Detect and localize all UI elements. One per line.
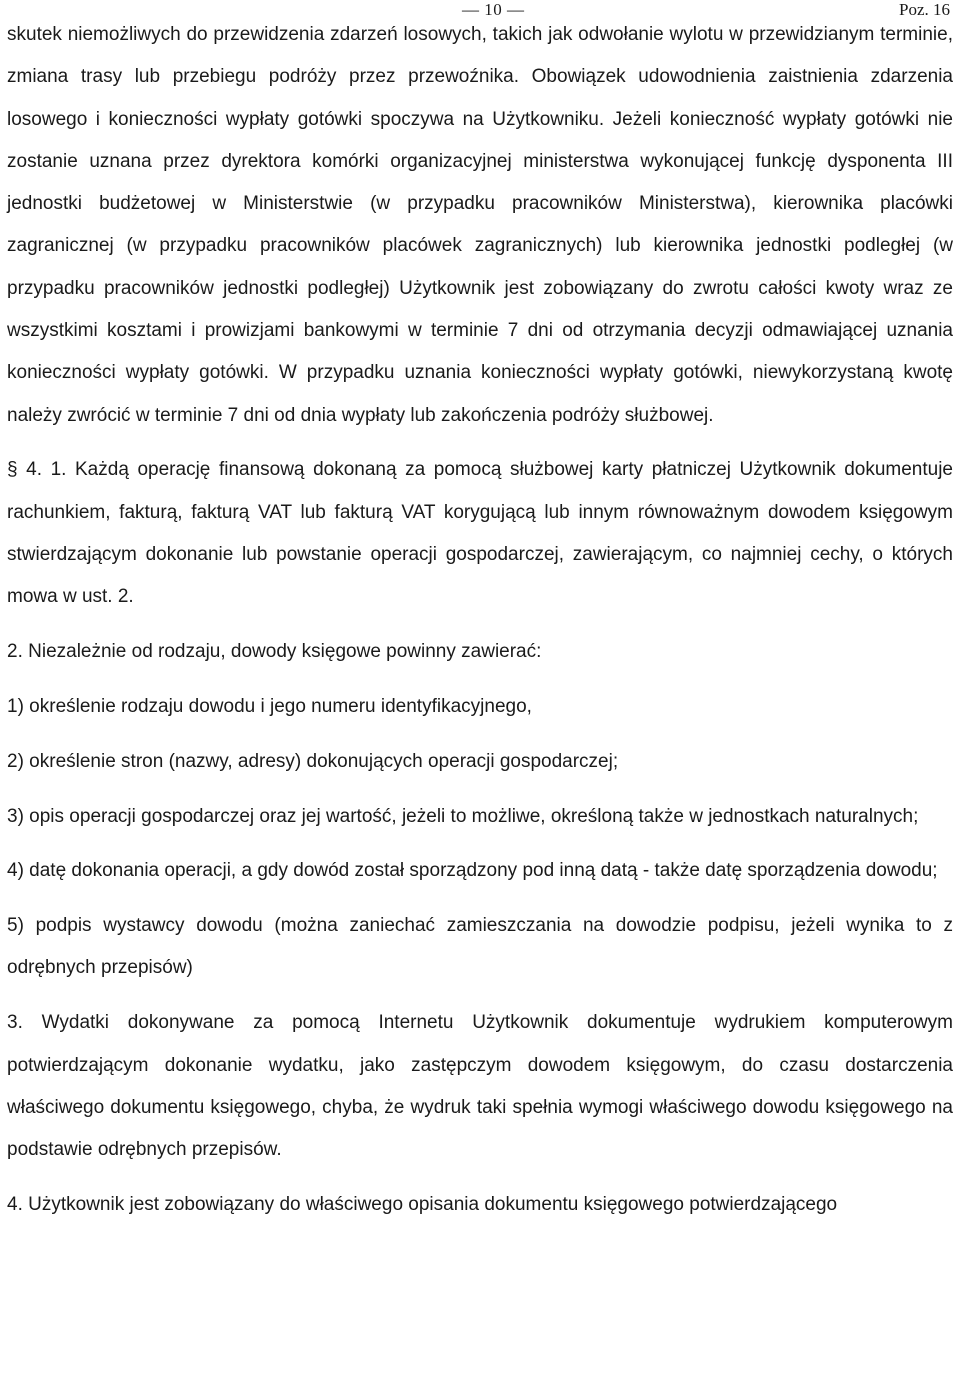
paragraph-continuation: skutek niemożliwych do przewidzenia zdarzeń losowych, takich jak odwołanie wylotu w przewidzianym terminie, zmiana trasy lub przebiegu podróży przez przewoźnika. Obowiązek udowodnienia zaistnienia zdarzenia losowego i konieczności wypłaty gotówki spoczywa na Użytkowniku. Jeżeli konieczność wypłaty gotówki nie zostanie uznana przez dyrektora komórki organizacyjnej ministerstwa wykonującej funkcję dysponenta III jednostki budżetowej w Ministerstwie (w przypadku pracowników Ministerstwa), kierownika placówki zagranicznej (w przypadku pracowników placówek zagranicznych) lub kierownika jednostki podległej (w przypadku pracowników jednostki podległej) Użytkownik jest zobowiązany do zwrotu całości kwoty wraz ze wszystkimi kosztami i prowizjami bankowymi w terminie 7 dni od otrzymania decyzji odmawiającej uznania konieczności wypłaty gotówki. W przypadku uznania konieczności wypłaty gotówki, niewykorzystaną kwotę należy zwrócić w terminie 7 dni od dnia wypłaty lub zakończenia podróży służbowej. xyxy=(7,24,953,426)
paragraph-section-4-4: 4. Użytkownik jest zobowiązany do właściwego opisania dokumentu księgowego potwierdzającego xyxy=(7,1193,838,1215)
list-item-4: 4) datę dokonania operacji, a gdy dowód został sporządzony pod inną datą - także datę sporządzenia dowodu; xyxy=(7,860,938,882)
position-label: Poz. 16 xyxy=(899,0,950,19)
page-number: — 10 — xyxy=(462,0,525,19)
list-item-3: 3) opis operacji gospodarczej oraz jej wartość, jeżeli to możliwe, określoną także w jednostkach naturalnych; xyxy=(7,805,919,827)
paragraph-section-4-3: 3. Wydatki dokonywane za pomocą Internetu Użytkownik dokumentuje wydrukiem komputerowym potwierdzającym dokonanie wydatku, jako zastępczym dowodem księgowym, do czasu dostarczenia właściwego dokumentu księgowego, chyba, że wydruk taki spełnia wymogi właściwego dowodu księgowego na podstawie odrębnych przepisów. xyxy=(7,1012,953,1161)
paragraph-section-4-2: 2. Niezależnie od rodzaju, dowody księgowe powinny zawierać: xyxy=(7,641,542,663)
list-item-2: 2) określenie stron (nazwy, adresy) dokonujących operacji gospodarczej; xyxy=(7,750,619,772)
paragraph-section-4-1: § 4. 1. Każdą operację finansową dokonaną za pomocą służbowej karty płatniczej Użytkownik dokumentuje rachunkiem, fakturą, fakturą VAT lub fakturą VAT korygującą lub innym równoważnym dowodem księgowym stwierdzającym dokonanie lub powstanie operacji gospodarczej, zawierającym, co najmniej cechy, o których mowa w ust. 2. xyxy=(7,459,953,608)
document-body xyxy=(7,14,953,1226)
list-item-5: 5) podpis wystawcy dowodu (można zaniechać zamieszczania na dowodzie podpisu, jeżeli wynika to z odrębnych przepisów) xyxy=(7,915,953,979)
list-item-1: 1) określenie rodzaju dowodu i jego numeru identyfikacyjnego, xyxy=(7,695,532,717)
